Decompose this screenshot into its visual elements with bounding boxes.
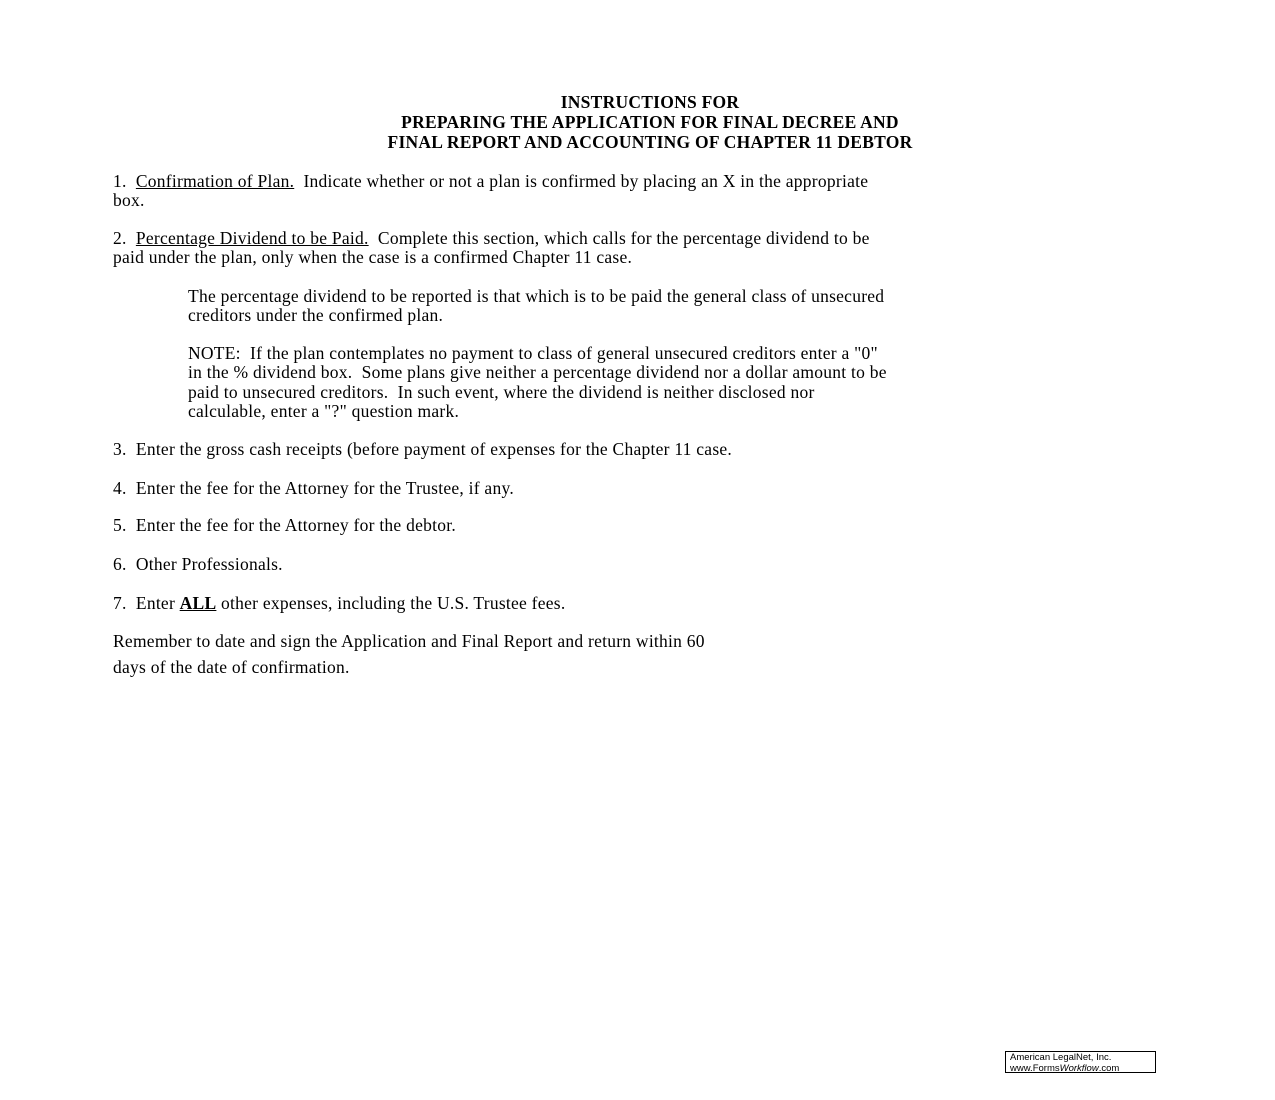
paragraph-line: days of the date of confirmation. [113,657,350,677]
title-line-1: INSTRUCTIONS FOR [560,92,740,112]
footer-badge [1005,1051,1156,1073]
emphasis-all: ALL [179,593,217,613]
item-text: box. [113,190,145,210]
paragraph-line: Remember to date and sign the Application and Final Report and return within 60 [113,631,705,651]
item-text: Complete this section, which calls for the percentage dividend to be [377,228,870,248]
paragraph-line: The percentage dividend to be reported is that which is to be paid the general class of unsecured [188,286,885,306]
item-7 [113,593,565,613]
item-text: 7. Enter [113,593,180,613]
badge-url: www.FormsWorkflow.com [1010,1062,1120,1074]
item-3: 3. Enter the gross cash receipts (before payment of expenses for the Chapter 11 case. [113,439,733,459]
badge-company: American LegalNet, Inc. [1010,1052,1112,1063]
paragraph-line: paid to unsecured creditors. In such event, where the dividend is neither disclosed nor [188,382,815,402]
item-number: 2. [113,228,127,248]
item-heading: Percentage Dividend to be Paid. [135,228,369,248]
paragraph-line: NOTE: If the plan contemplates no payment to class of general unsecured creditors enter a "0" [188,343,878,363]
paragraph-line: in the % dividend box. Some plans give neither a percentage dividend nor a dollar amount to be [188,362,887,382]
title-line-2: PREPARING THE APPLICATION FOR FINAL DECREE AND [401,112,899,132]
item-4: 4. Enter the fee for the Attorney for the Trustee, if any. [113,478,514,498]
item-5: 5. Enter the fee for the Attorney for the debtor. [113,515,456,535]
item-number: 1. [113,171,127,191]
item-heading: Confirmation of Plan. [135,171,295,191]
paragraph-line: calculable, enter a "?" question mark. [188,401,460,421]
item-text: other expenses, including the U.S. Trustee fees. [216,593,566,613]
item-text: Indicate whether or not a plan is confirmed by placing an X in the appropriate [303,171,869,191]
item-text: paid under the plan, only when the case is a confirmed Chapter 11 case. [113,247,633,267]
paragraph-line: creditors under the confirmed plan. [188,305,444,325]
item-6: 6. Other Professionals. [113,554,283,574]
title-line-3: FINAL REPORT AND ACCOUNTING OF CHAPTER 11 DEBTOR [387,132,913,152]
